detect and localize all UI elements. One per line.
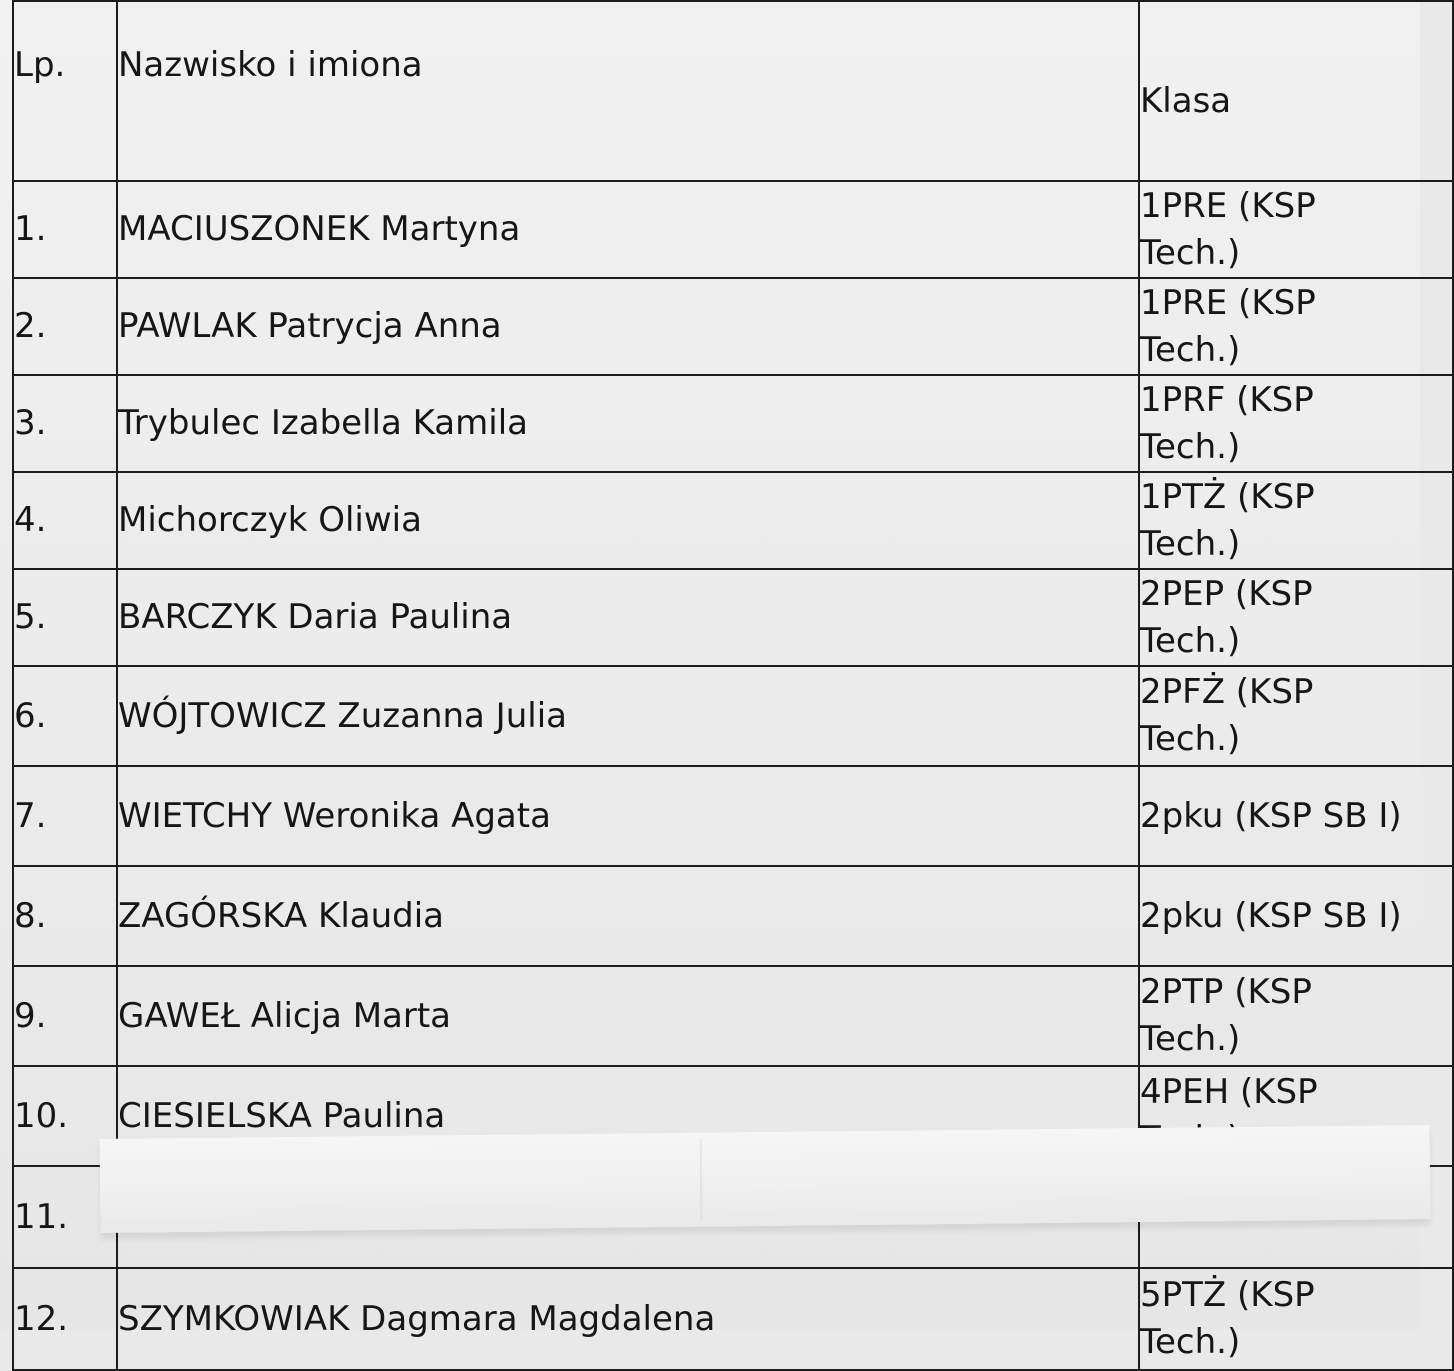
row-name: WIETCHY Weronika Agata xyxy=(117,766,1139,866)
row-name: ZAGÓRSKA Klaudia xyxy=(117,866,1139,966)
row-klasa-text: 4PEH (KSP xyxy=(1140,1072,1318,1112)
row-lp: 5. xyxy=(13,569,117,666)
row-klasa xyxy=(1139,278,1453,375)
table-row xyxy=(13,1268,1453,1370)
row-lp: 7. xyxy=(13,766,117,866)
table-row xyxy=(13,375,1453,472)
row-name: Michorczyk Oliwia xyxy=(117,472,1139,569)
header-klasa: Klasa xyxy=(1139,1,1453,181)
row-name: WÓJTOWICZ Zuzanna Julia xyxy=(117,666,1139,766)
row-name: PAWLAK Patrycja Anna xyxy=(117,278,1139,375)
table-header-row xyxy=(13,1,1453,181)
row-lp: 11. xyxy=(13,1166,117,1268)
row-name: GAWEŁ Alicja Marta xyxy=(117,966,1139,1066)
row-klasa xyxy=(1139,666,1453,766)
row-klasa xyxy=(1139,181,1453,278)
row-lp: 1. xyxy=(13,181,117,278)
row-lp: 12. xyxy=(13,1268,117,1370)
row-klasa-text: 5PTŻ (KSP Tech.) xyxy=(1140,1275,1315,1362)
row-klasa-text: 2PTP (KSP Tech.) xyxy=(1140,972,1312,1059)
row-klasa xyxy=(1139,966,1453,1066)
row-klasa-text: 1PRE (KSP Tech.) xyxy=(1140,185,1316,273)
row-name: SZYMKOWIAK Dagmara Magdalena xyxy=(117,1268,1139,1370)
table-row xyxy=(13,866,1453,966)
row-lp: 8. xyxy=(13,866,117,966)
paper-cover-strip xyxy=(100,1125,1431,1233)
row-klasa-text: 1PRF (KSP Tech.) xyxy=(1140,379,1314,467)
row-name: CIESIELSKA Paulina xyxy=(117,1066,1139,1166)
table-row xyxy=(13,278,1453,375)
row-name: MACIUSZONEK Martyna xyxy=(117,181,1139,278)
row-klasa xyxy=(1139,1268,1453,1370)
row-lp: 4. xyxy=(13,472,117,569)
table-row xyxy=(13,472,1453,569)
row-klasa: 2pku (KSP SB I) xyxy=(1139,866,1453,966)
row-klasa-text: 2PEP (KSP Tech.) xyxy=(1140,573,1313,661)
header-lp: Lp. xyxy=(13,1,117,181)
row-lp: 3. xyxy=(13,375,117,472)
row-klasa: 2pku (KSP SB I) xyxy=(1139,766,1453,866)
table-row xyxy=(13,181,1453,278)
row-klasa-text: 1PRE (KSP Tech.) xyxy=(1140,282,1316,370)
row-klasa xyxy=(1139,472,1453,569)
row-lp: 6. xyxy=(13,666,117,766)
row-klasa-text: 1PTŻ (KSP Tech.) xyxy=(1140,476,1315,564)
row-klasa-text: 2PFŻ (KSP Tech.) xyxy=(1140,672,1314,759)
row-name: BARCZYK Daria Paulina xyxy=(117,569,1139,666)
row-lp: 2. xyxy=(13,278,117,375)
paper-crease xyxy=(700,1139,703,1219)
table-row xyxy=(13,766,1453,866)
row-lp: 9. xyxy=(13,966,117,1066)
header-name: Nazwisko i imiona xyxy=(117,1,1139,181)
row-lp: 10. xyxy=(13,1066,117,1166)
row-klasa xyxy=(1139,569,1453,666)
table-row xyxy=(13,666,1453,766)
table-row xyxy=(13,966,1453,1066)
table-row xyxy=(13,569,1453,666)
row-klasa xyxy=(1139,375,1453,472)
row-name: Trybulec Izabella Kamila xyxy=(117,375,1139,472)
